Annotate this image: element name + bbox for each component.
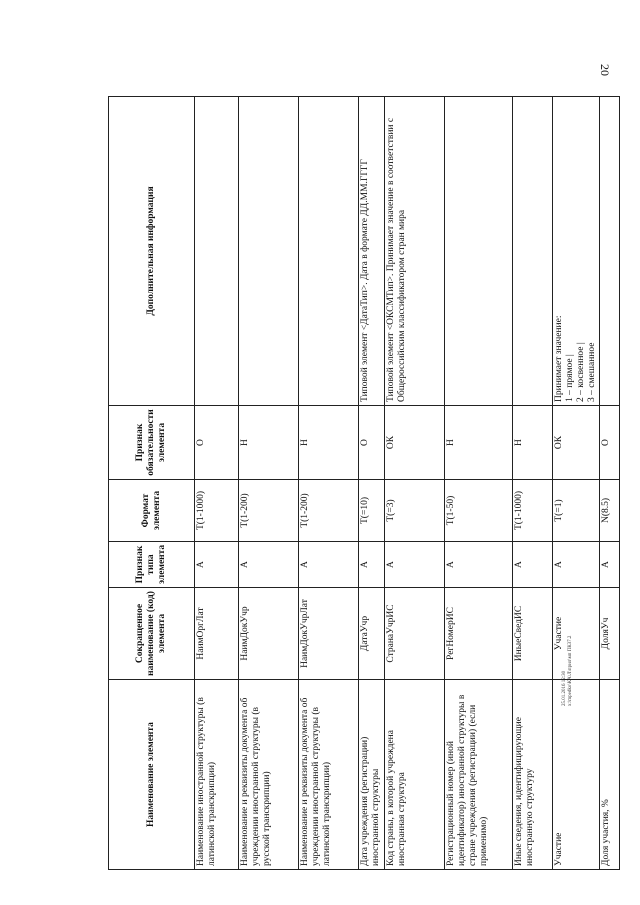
- cell-format: T(1-200): [299, 480, 359, 542]
- cell-code: НаимДокУчрЛат: [299, 588, 359, 680]
- cell-name: Код страны, в которой учреждена иностранная структура: [385, 680, 445, 870]
- table-row: [195, 97, 239, 870]
- cell-format: T(=1): [553, 480, 600, 542]
- header-code: Сокращенное наименование (код) элемента: [109, 588, 195, 680]
- cell-required: О: [359, 406, 385, 480]
- cell-name: Дата учреждения (регистрации) иностранной структуры: [359, 680, 385, 870]
- cell-required: Н: [239, 406, 299, 480]
- cell-name: Наименование иностранной структуры (в латинской транскрипции): [195, 680, 239, 870]
- cell-name: Иные сведения, идентифицирующие иностранную структуру: [513, 680, 553, 870]
- cell-required: Н: [445, 406, 513, 480]
- cell-info: Типовой элемент <ДатаТип>. Дата в формате ДД.ММ.ГГГГ: [359, 97, 385, 406]
- cell-type: А: [445, 542, 513, 588]
- cell-required: ОК: [553, 406, 600, 480]
- cell-type: А: [299, 542, 359, 588]
- cell-type: А: [385, 542, 445, 588]
- cell-format: T(1-1000): [513, 480, 553, 542]
- cell-format: T(1-50): [445, 480, 513, 542]
- header-type: Признак типа элемента: [109, 542, 195, 588]
- table-row: [513, 97, 553, 870]
- cell-format: T(=10): [359, 480, 385, 542]
- cell-type: А: [239, 542, 299, 588]
- cell-code: Участие: [553, 588, 600, 680]
- cell-format: T(1-200): [239, 480, 299, 542]
- cell-required: Н: [299, 406, 359, 480]
- table-row: [553, 97, 600, 870]
- cell-format: T(1-1000): [195, 480, 239, 542]
- cell-format: T(=3): [385, 480, 445, 542]
- cell-type: А: [600, 542, 620, 588]
- cell-info: Типовой элемент <ОКСМТип>. Принимает значение в соответствии с Общероссийским классификатором стран мира: [385, 97, 445, 406]
- cell-type: А: [359, 542, 385, 588]
- cell-info: [195, 97, 239, 406]
- table-row: [445, 97, 513, 870]
- cell-info: [513, 97, 553, 406]
- cell-info: [445, 97, 513, 406]
- cell-info: [239, 97, 299, 406]
- header-format: Формат элемента: [109, 480, 195, 542]
- cell-required: Н: [513, 406, 553, 480]
- header-info: Дополнительная информация: [109, 97, 195, 406]
- cell-info: Принимает значение: 1 – прямое | 2 – косвенное | 3 – смешанное: [553, 97, 600, 406]
- footer-line-1: 25.01.2016 12:30: [562, 670, 567, 706]
- cell-required: О: [600, 406, 620, 480]
- elements-table: [108, 96, 620, 870]
- table-row: [359, 97, 385, 870]
- cell-info: [600, 97, 620, 406]
- cell-code: ИныеСведИС: [513, 588, 553, 680]
- table-row: [600, 97, 620, 870]
- cell-type: А: [513, 542, 553, 588]
- cell-type: А: [195, 542, 239, 588]
- cell-format: N(8.5): [600, 480, 620, 542]
- cell-info: [299, 97, 359, 406]
- table-header-row: [109, 97, 195, 870]
- cell-code: ДоляУч: [600, 588, 620, 680]
- cell-required: ОК: [385, 406, 445, 480]
- cell-name: Доля участия, %: [600, 680, 620, 870]
- table-row: [299, 97, 359, 870]
- cell-name: Участие: [553, 680, 600, 870]
- table-row: [385, 97, 445, 870]
- cell-code: ДатаУчр: [359, 588, 385, 680]
- cell-code: СтранаУчрИС: [385, 588, 445, 680]
- cell-name: Наименование и реквизиты документа об учреждении иностранной структуры (в русской транскрипции): [239, 680, 299, 870]
- table-row: [239, 97, 299, 870]
- cell-name: Регистрационный номер (иной идентификатор) иностранной структуры в стране учреждения (регистрации) (если применимо): [445, 680, 513, 870]
- footer-line-2: x:\mpedko\КА\Л\прил\мп ПК37.2: [568, 635, 573, 706]
- cell-code: НаимДокУчр: [239, 588, 299, 680]
- cell-type: А: [553, 542, 600, 588]
- cell-required: О: [195, 406, 239, 480]
- cell-code: НаимОргЛат: [195, 588, 239, 680]
- page-number: 20: [598, 64, 612, 76]
- cell-name: Наименование и реквизиты документа об учреждении иностранной структуры (в латинской транскрипции): [299, 680, 359, 870]
- header-required: Признак обязательности элемента: [109, 406, 195, 480]
- cell-code: РегНомерИС: [445, 588, 513, 680]
- header-name: Наименование элемента: [109, 680, 195, 870]
